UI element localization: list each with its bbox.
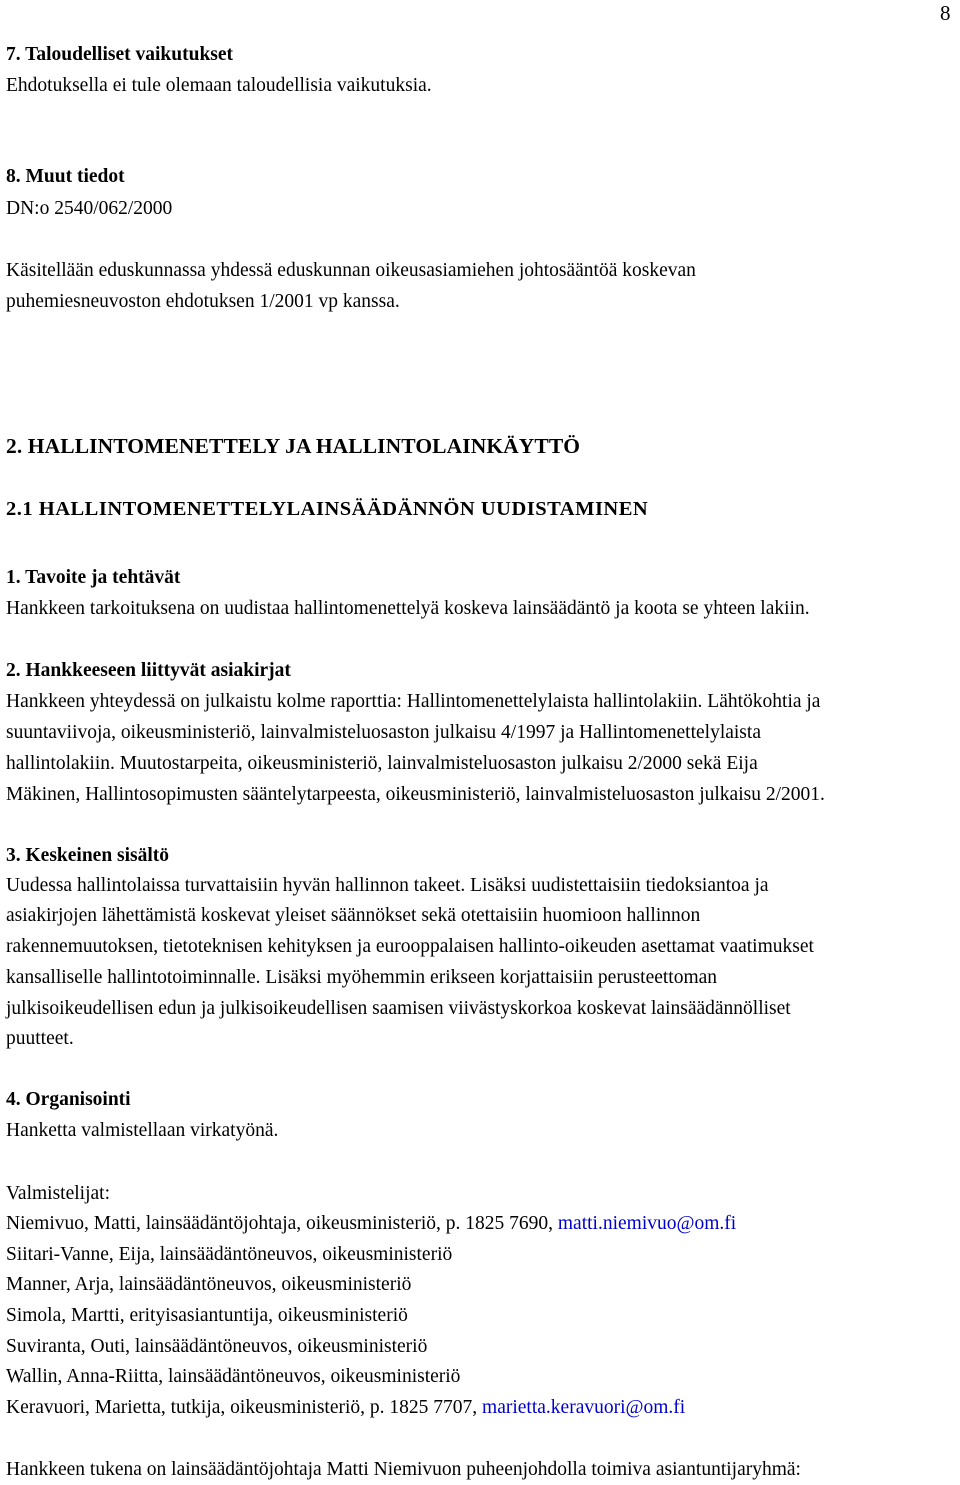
content-text-line: puutteet.: [6, 1028, 74, 1049]
organisation-heading: 4. Organisointi: [6, 1089, 131, 1110]
organisation-text: Hanketta valmistellaan virkatyönä.: [6, 1120, 279, 1141]
page-number: 8: [940, 1, 951, 25]
chapter-heading: 2. HALLINTOMENETTELY JA HALLINTOLAINKÄYTTÖ: [6, 434, 581, 458]
preparer-line: Manner, Arja, lainsäädäntöneuvos, oikeusministeriö: [6, 1274, 412, 1295]
preparer-text: Niemivuo, Matti, lainsäädäntöjohtaja, oikeusministeriö, p. 1825 7690,: [6, 1213, 558, 1234]
goal-text: Hankkeen tarkoituksena on uudistaa hallintomenettelyä koskeva lainsäädäntö ja koota se yhteen lakiin.: [6, 598, 810, 619]
preparer-line: Suviranta, Outi, lainsäädäntöneuvos, oikeusministeriö: [6, 1336, 428, 1357]
content-text-line: kansalliselle hallintotoiminnalle. Lisäksi myöhemmin erikseen korjattaisiin perusteettoman: [6, 967, 718, 988]
section-7-text: Ehdotuksella ei tule olemaan taloudellisia vaikutuksia.: [6, 75, 432, 96]
preparer-line: Siitari-Vanne, Eija, lainsäädäntöneuvos, oikeusministeriö: [6, 1244, 453, 1265]
goal-heading: 1. Tavoite ja tehtävät: [6, 567, 181, 588]
documents-heading: 2. Hankkeeseen liittyvät asiakirjat: [6, 660, 291, 681]
preparer-line: [6, 1208, 736, 1239]
content-text-line: rakennemuutoksen, tietoteknisen kehityksen ja eurooppalaisen hallinto-oikeuden asettamat vaatimukset: [6, 936, 814, 957]
support-text: Hankkeen tukena on lainsäädäntöjohtaja Matti Niemivuon puheenjohdolla toimiva asiantuntijaryhmä:: [6, 1459, 801, 1480]
documents-text-line: hallintolakiin. Muutostarpeita, oikeusministeriö, lainvalmisteluosaston julkaisu 2/2000 sekä Eija: [6, 753, 758, 774]
documents-text-line: Hankkeen yhteydessä on julkaistu kolme raporttia: Hallintomenettelylaista hallintolakiin. Lähtökohtia ja: [6, 691, 821, 712]
content-text-line: Uudessa hallintolaissa turvattaisiin hyvän hallinnon takeet. Lisäksi uudistettaisiin tiedoksiantoa ja: [6, 875, 769, 896]
section-8-dn: DN:o 2540/062/2000: [6, 198, 173, 219]
content-text-line: julkisoikeudellisen edun ja julkisoikeudellisen saamisen viivästyskorkoa koskevat lainsäädännölliset: [6, 998, 791, 1019]
preparer-line: Wallin, Anna-Riitta, lainsäädäntöneuvos, oikeusministeriö: [6, 1366, 461, 1387]
content-text-line: asiakirjojen lähettämistä koskevat yleiset säännökset sekä otettaisiin huomioon hallinnon: [6, 905, 701, 926]
documents-text-line: suuntaviivoja, oikeusministeriö, lainvalmisteluosaston julkaisu 4/1997 ja Hallintomenettelylaista: [6, 722, 761, 743]
section-7-heading: 7. Taloudelliset vaikutukset: [6, 44, 234, 65]
email-link[interactable]: matti.niemivuo@om.fi: [557, 1213, 737, 1234]
preparers-label: Valmistelijat:: [6, 1183, 110, 1204]
section-8-heading: 8. Muut tiedot: [6, 166, 125, 187]
section-8-text-line: Käsitellään eduskunnassa yhdessä eduskunnan oikeusasiamiehen johtosääntöä koskevan: [6, 260, 696, 281]
project-heading: 2.1 HALLINTOMENETTELYLAINSÄÄDÄNNÖN UUDISTAMINEN: [6, 498, 649, 520]
section-8-text-line: puhemiesneuvoston ehdotuksen 1/2001 vp kanssa.: [6, 291, 400, 312]
preparer-text: Keravuori, Marietta, tutkija, oikeusministeriö, p. 1825 7707,: [6, 1397, 483, 1418]
preparer-line: Simola, Martti, erityisasiantuntija, oikeusministeriö: [6, 1305, 408, 1326]
email-link[interactable]: marietta.keravuori@om.fi: [482, 1397, 686, 1418]
content-heading: 3. Keskeinen sisältö: [6, 845, 170, 866]
preparer-line: [6, 1392, 685, 1423]
documents-text-line: Mäkinen, Hallintosopimusten sääntelytarpeesta, oikeusministeriö, lainvalmisteluosaston julkaisu 2/2001.: [6, 784, 825, 805]
